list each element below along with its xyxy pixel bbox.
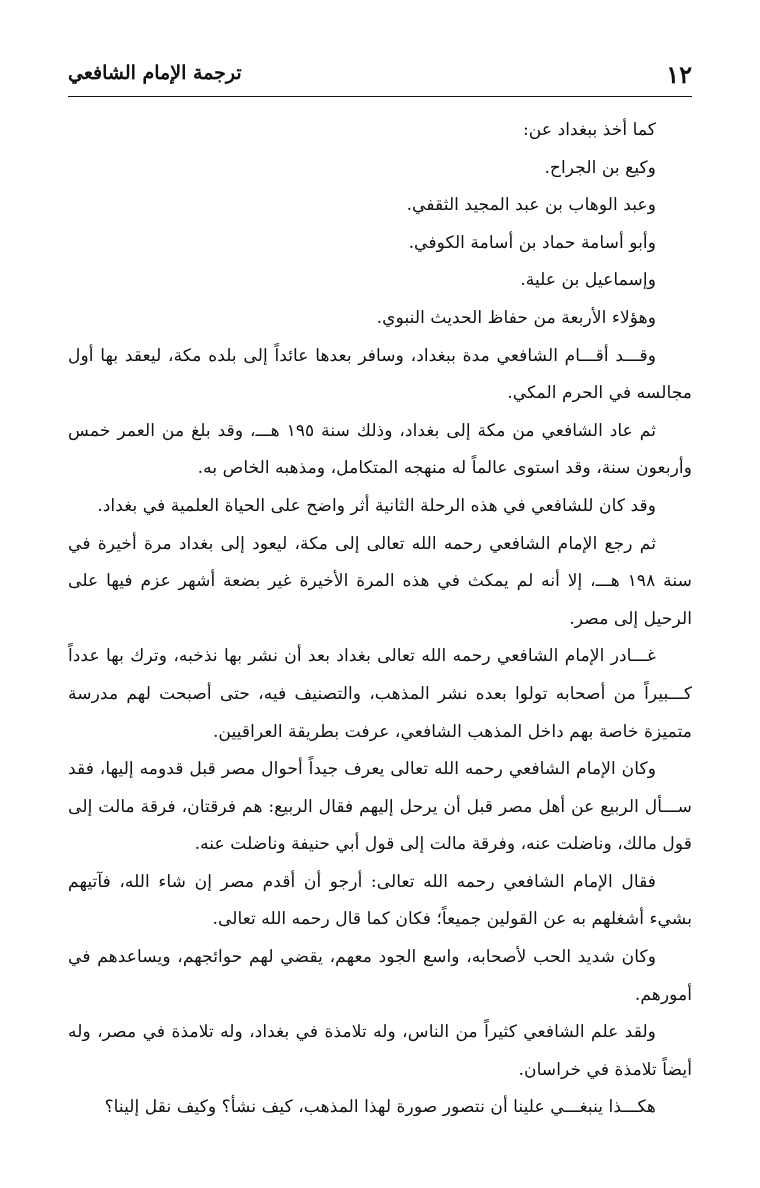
paragraph: ولقد علم الشافعي كثيراً من الناس، وله تلامذة في بغداد، وله تلامذة في مصر، وله أيضاً تلامذة في خراسان. (68, 1022, 692, 1080)
page-body (68, 112, 692, 1127)
text-line: كما أخذ ببغداد عن: (522, 120, 656, 140)
page-header (68, 56, 692, 97)
paragraph: ثم رجع الإمام الشافعي رحمه الله تعالى إلى مكة، ليعود إلى بغداد مرة أخيرة في سنة ١٩٨ هـــ، إلا أنه لم يمكث في هذه المرة الأخيرة غير بضعة أشهر عزم فيها على الرحيل إلى مصر. (68, 533, 692, 629)
paragraph: فقال الإمام الشافعي رحمه الله تعالى: أرجو أن أقدم مصر إن شاء الله، فآتيهم بشيء أشغلهم به عن القولين جميعاً؛ فكان كما قال رحمه الله تعالى. (68, 871, 692, 930)
paragraph: وقد كان للشافعي في هذه الرحلة الثانية أثر واضح على الحياة العلمية في بغداد. (97, 495, 656, 516)
page-number: ١٢ (666, 60, 692, 89)
text-line: وكيع بن الجراح. (544, 157, 656, 178)
paragraph: ثم عاد الشافعي من مكة إلى بغداد، وذلك سنة ١٩٥ هـــ، وقد بلغ من العمر خمس وأربعون سنة، وقد استوى عالماً له منهجه المتكامل، ومذهبه الخاص به. (68, 420, 692, 479)
text-line: وإسماعيل بن علية. (520, 270, 656, 291)
running-title: ترجمة الإمام الشافعي (68, 62, 242, 84)
paragraph: غـــادر الإمام الشافعي رحمه الله تعالى بغداد بعد أن نشر بها نذخبه، وترك بها عدداً كـــبيراً من أصحابه تولوا بعده نشر المذهب، والتصنيف فيه، حتى أصبحت لهم مدرسة متميزة خاصة بهم داخل المذهب الشافعي، عرفت بطريقة العراقيين. (68, 646, 692, 742)
text-line: وأبو أسامة حماد بن أسامة الكوفي. (408, 232, 656, 253)
paragraph: وقـــد أقـــام الشافعي مدة ببغداد، وسافر بعدها عائداً إلى بلده مكة، ليعقد بها أول مجالسه في الحرم المكي. (68, 345, 692, 404)
paragraph: هكـــذا ينبغـــي علينا أن نتصور صورة لهذا المذهب، كيف نشأ؟ وكيف نقل إلينا؟ (104, 1097, 656, 1118)
paragraph: وكان الإمام الشافعي رحمه الله تعالى يعرف جيداً أحوال مصر قبل قدومه إليها، فقد ســـأل الربيع عن أهل مصر قبل أن يرحل إليهم فقال الربيع: هم فرقتان، فرقة مالت إلى قول مالك، وناضلت عنه، وفرقة مالت إلى قول أبي حنيفة وناضلت عنه. (68, 759, 692, 855)
text-line: وهؤلاء الأربعة من حفاظ الحديث النبوي. (376, 307, 656, 328)
text-line: وعبد الوهاب بن عبد المجيد الثقفي. (406, 195, 656, 216)
paragraph: وكان شديد الحب لأصحابه، واسع الجود معهم، يقضي لهم حوائجهم، ويساعدهم في أمورهم. (68, 947, 692, 1005)
